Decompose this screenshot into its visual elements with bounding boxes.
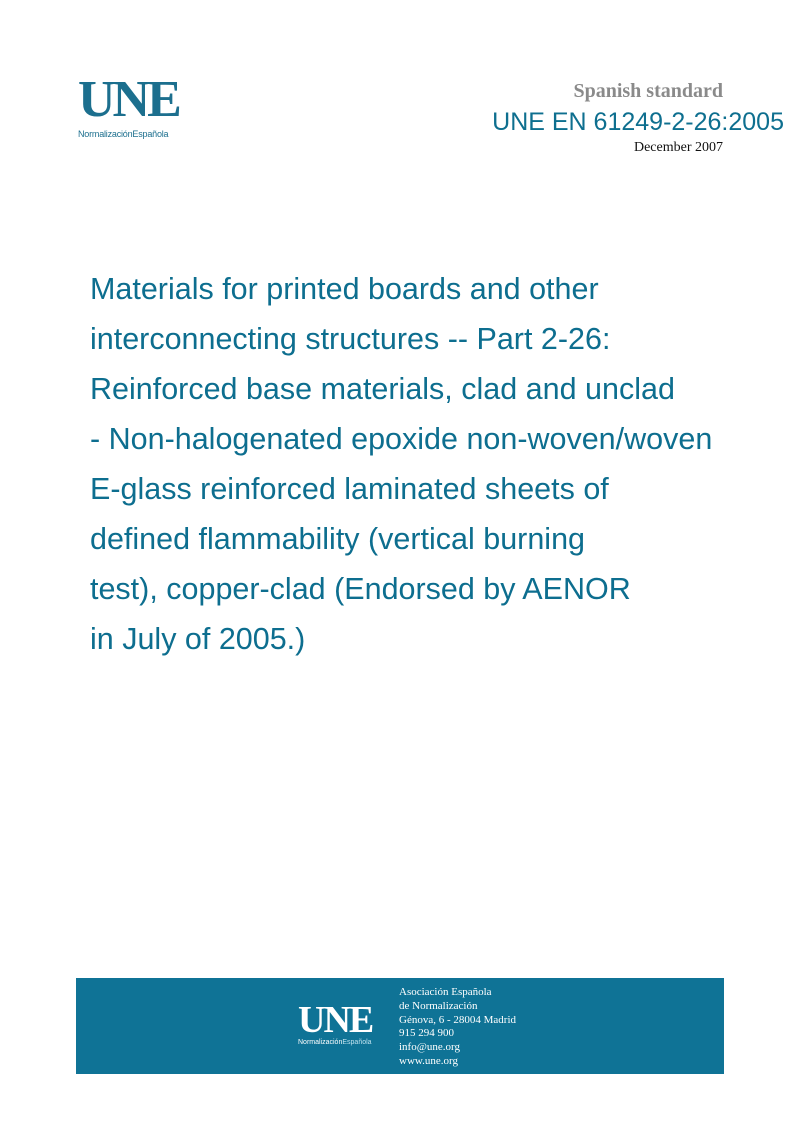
logo-tagline-b: Española: [132, 129, 169, 139]
footer-logo-tagline-a: Normalización: [298, 1039, 343, 1046]
title-line: Materials for printed boards and other: [90, 272, 599, 306]
title-line: - Non-halogenated epoxide non-woven/woven: [90, 422, 713, 456]
standard-date: December 2007: [633, 140, 723, 155]
document-title: [90, 264, 750, 664]
footer-address: Génova, 6 - 28004 Madrid: [399, 1013, 517, 1026]
footer-org-line2: de Normalización: [399, 999, 478, 1012]
footer-logo-mark: UNE: [298, 999, 373, 1041]
footer-org-line1: Asociación Española: [399, 986, 492, 998]
footer-logo-tagline: [298, 1039, 372, 1046]
title-line: Reinforced base materials, clad and unclad: [90, 372, 675, 406]
logo-tagline: [78, 129, 198, 139]
une-logo: [78, 71, 198, 139]
standard-kind: Spanish standard: [573, 80, 723, 102]
footer-phone: 915 294 900: [399, 1027, 454, 1040]
title-line: test), copper-clad (Endorsed by AENOR: [90, 572, 631, 606]
footer-logo: [298, 999, 373, 1046]
title-line: defined flammability (vertical burning: [90, 522, 585, 556]
title-line: E-glass reinforced laminated sheets of: [90, 472, 609, 506]
footer-contact-info: [399, 986, 516, 1069]
footer-logo-tagline-b: Española: [342, 1039, 372, 1046]
standard-code: UNE EN 61249-2-26:2005: [492, 108, 784, 136]
footer-website-link[interactable]: www.une.org: [399, 1054, 458, 1067]
footer-banner: [76, 978, 724, 1074]
logo-tagline-a: Normalización: [78, 129, 133, 139]
standard-header: [492, 78, 784, 158]
footer-email-link[interactable]: info@une.org: [399, 1041, 460, 1054]
title-line: in July of 2005.): [90, 622, 306, 656]
title-line: interconnecting structures -- Part 2-26:: [90, 322, 611, 356]
logo-mark: UNE: [78, 71, 179, 128]
